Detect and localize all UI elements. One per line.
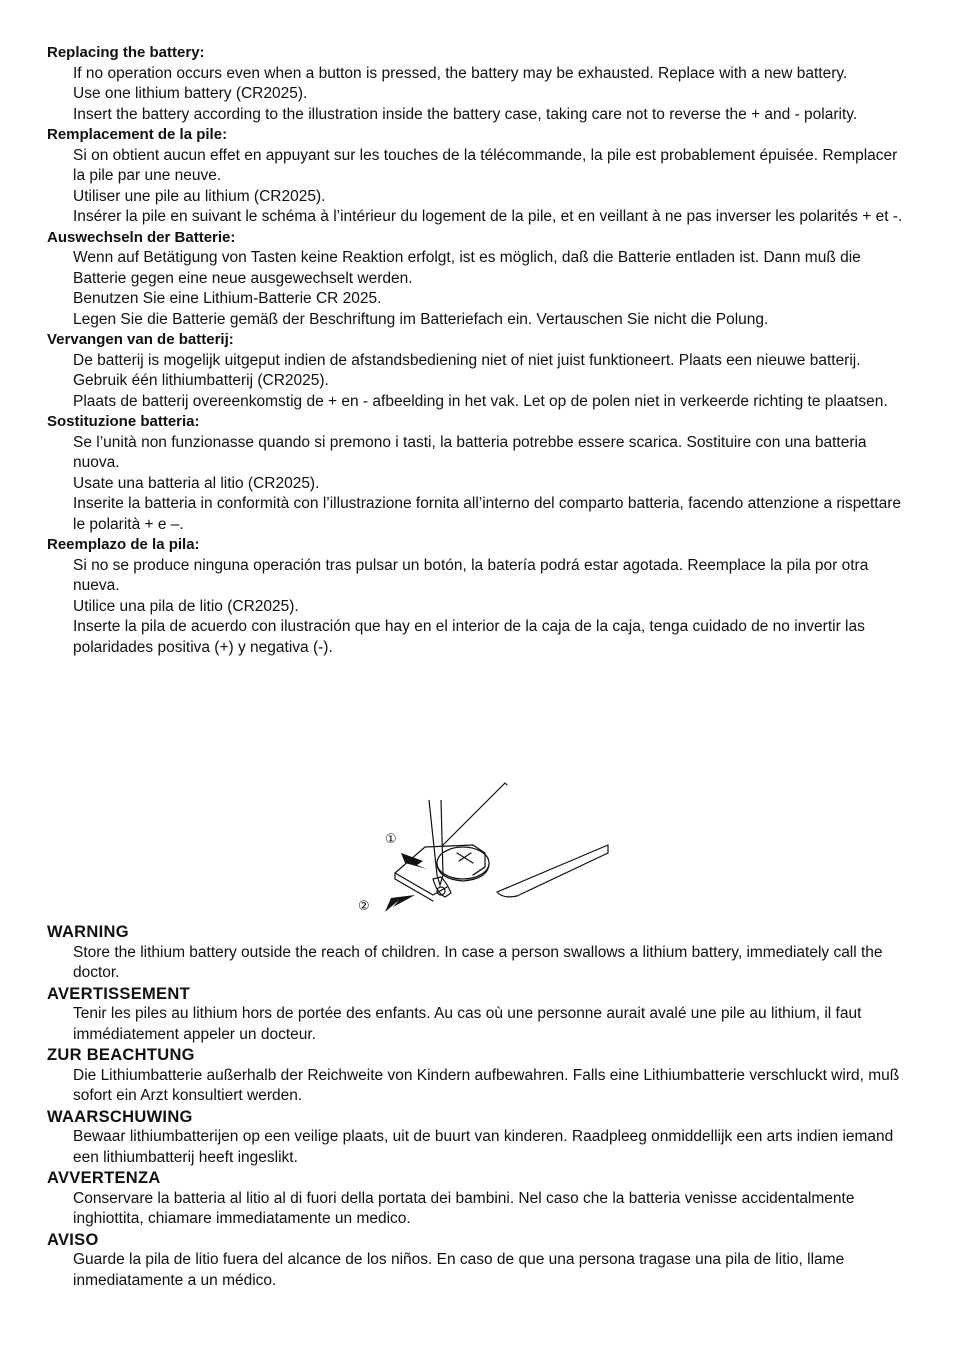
warning-french [47, 984, 907, 1046]
warning-heading: WARNING [47, 923, 129, 941]
section-heading: Replacing the battery: [47, 44, 205, 61]
warning-text: Bewaar lithiumbatterijen op een veilige plaats, uit de buurt van kinderen. Raadpleeg onmiddellijk een arts indien iemand een lithiumbatterij heeft ingeslikt. [73, 1128, 894, 1166]
section-dutch [47, 330, 907, 412]
section-paragraph: If no operation occurs even when a button is pressed, the battery may be exhausted. Replace with a new battery. [73, 64, 848, 82]
section-paragraph: Inserite la batteria in conformità con l’illustrazione fornita all’interno del comparto batteria, facendo attenzione a rispettare le polarità + e –. [73, 495, 901, 533]
warning-heading: AVERTISSEMENT [47, 984, 190, 1003]
warning-text: Tenir les piles au lithium hors de portée des enfants. Au cas où une personne aurait avalé une pile au lithium, il faut immédiatement appeler un docteur. [73, 1005, 862, 1043]
section-paragraph: Usate una batteria al litio (CR2025). [73, 474, 320, 492]
warning-text: Guarde la pila de litio fuera del alcance de los niños. En caso de que una persona tragase una pila de litio, llame inmediatamente a un médico. [73, 1251, 845, 1289]
step-2-label: ② [358, 899, 370, 914]
remote-battery-tray-drawing [355, 775, 615, 920]
section-paragraph: Utiliser une pile au lithium (CR2025). [73, 187, 326, 205]
warning-english [47, 922, 907, 984]
battery-instructions [47, 43, 907, 658]
push-arrow-icon [401, 853, 427, 869]
section-paragraph: Benutzen Sie eine Lithium-Batterie CR 2025. [73, 290, 382, 307]
section-heading: Reemplazo de la pila: [47, 536, 200, 553]
step-1-label: ① [385, 832, 397, 847]
section-paragraph: Plaats de batterij overeenkomstig de + en - afbeelding in het vak. Let op de polen niet in verkeerde richting te plaatsen. [73, 392, 888, 410]
section-paragraph: Si no se produce ninguna operación tras pulsar un botón, la batería podrá estar agotada. Reemplace la pila por otra nueva. [73, 556, 869, 594]
section-italian [47, 412, 907, 535]
section-heading: Auswechseln der Batterie: [47, 228, 236, 246]
section-paragraph: Insert the battery according to the illustration inside the battery case, taking care not to reverse the + and - polarity. [73, 105, 858, 123]
section-heading: Sostituzione batteria: [47, 413, 200, 430]
warning-sections [47, 922, 907, 1291]
warning-text: Die Lithiumbatterie außerhalb der Reichweite von Kindern aufbewahren. Falls eine Lithiumbatterie verschluckt wird, muß sofort ein Arzt konsultiert werden. [73, 1066, 900, 1104]
warning-heading: ZUR BEACHTUNG [47, 1046, 195, 1064]
section-paragraph: Se l’unità non funzionasse quando si premono i tasti, la batteria potrebbe essere scarica. Sostituire con una batteria nuova. [73, 433, 867, 471]
section-heading: Vervangen van de batterij: [47, 331, 234, 348]
section-paragraph: Insérer la pile en suivant le schéma à l’intérieur du logement de la pile, et en veillant à ne pas inverser les polarités + et -. [73, 208, 903, 225]
warning-spanish [47, 1230, 907, 1292]
warning-heading: WAARSCHUWING [47, 1107, 193, 1126]
section-french [47, 125, 907, 228]
warning-text: Store the lithium battery outside the reach of children. In case a person swallows a lithium battery, immediately call the doctor. [73, 943, 883, 981]
section-paragraph: Wenn auf Betätigung von Tasten keine Reaktion erfolgt, ist es möglich, daß die Batterie entladen ist. Dann muß die Batterie gegen eine neue ausgewechselt werden. [73, 249, 861, 287]
section-paragraph: Utilice una pila de litio (CR2025). [73, 597, 299, 615]
section-spanish [47, 535, 907, 658]
section-paragraph: Inserte la pila de acuerdo con ilustración que hay en el interior de la caja de la caja, tenga cuidado de no invertir las polaridades positiva (+) y negativa (-). [73, 618, 865, 656]
section-heading: Remplacement de la pile: [47, 126, 228, 143]
section-paragraph: Gebruik één lithiumbatterij (CR2025). [73, 372, 329, 389]
warning-italian [47, 1168, 907, 1230]
section-paragraph: Legen Sie die Batterie gemäß der Beschriftung im Batteriefach ein. Vertauschen Sie nicht die Polung. [73, 310, 769, 328]
battery-replacement-illustration [355, 775, 615, 920]
section-paragraph: Si on obtient aucun effet en appuyant sur les touches de la télécommande, la pile est probablement épuisée. Remplacer la pile par une neuve. [73, 146, 898, 184]
section-paragraph: De batterij is mogelijk uitgeput indien de afstandsbediening niet of niet juist funktioneert. Plaats een nieuwe batterij. [73, 351, 861, 369]
section-paragraph: Use one lithium battery (CR2025). [73, 85, 308, 102]
warning-text: Conservare la batteria al litio al di fuori della portata dei bambini. Nel caso che la batteria venisse accidentalmente inghiottita, chiamare immediatamente un medico. [73, 1189, 855, 1227]
section-english [47, 43, 907, 125]
warning-heading: AVISO [47, 1230, 99, 1249]
warning-heading: AVVERTENZA [47, 1169, 161, 1187]
warning-dutch [47, 1107, 907, 1169]
section-german [47, 228, 907, 331]
warning-german [47, 1045, 907, 1107]
pull-arrow-icon [385, 895, 415, 912]
